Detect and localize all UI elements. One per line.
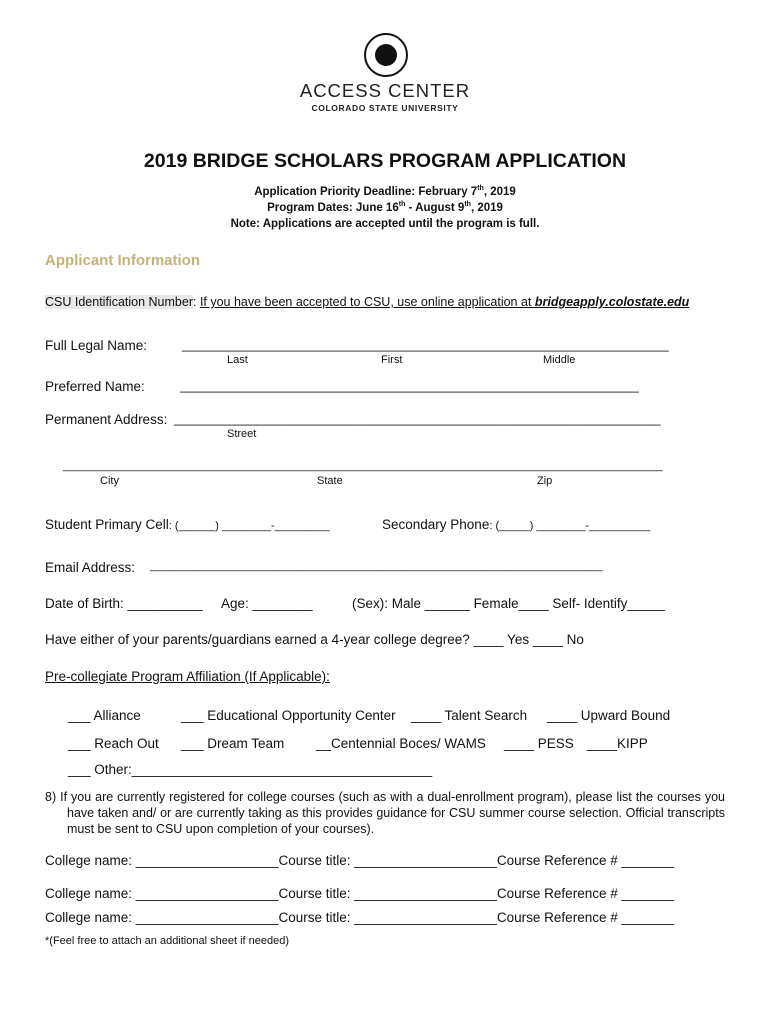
full-legal-name-label: Full Legal Name:: [45, 338, 148, 353]
option-centennial-boces[interactable]: __Centennial Boces/ WAMS: [316, 736, 486, 751]
course-row[interactable]: College name: ___________________Course title: ___________________Course Reference # _______: [45, 886, 675, 901]
zip-caption: Zip: [537, 475, 553, 487]
csu-id-label: CSU Identification Number: [45, 295, 193, 309]
street-caption: Street: [227, 428, 257, 440]
option-talent-search[interactable]: ____ Talent Search: [411, 708, 528, 723]
preferred-name-label: Preferred Name:: [45, 379, 145, 394]
csu-id-row: CSU Identification Number: If you have been accepted to CSU, use online application at bridgeapply.colostate.edu: [45, 295, 690, 309]
org-name: ACCESS CENTER: [299, 80, 471, 101]
street-field[interactable]: ______________________________________________________________________: [174, 412, 661, 426]
ram-logo-icon: [364, 33, 408, 77]
course-row[interactable]: College name: ___________________Course title: ___________________Course Reference # _______: [45, 910, 675, 925]
email-label: Email Address:: [45, 560, 136, 575]
program-dates-line: Program Dates: June 16th - August 9th, 2019: [267, 201, 503, 214]
option-pess[interactable]: ____ PESS: [504, 736, 574, 751]
page-title: 2019 BRIDGE SCHOLARS PROGRAM APPLICATION: [143, 150, 627, 172]
csu-id-instruction: If you have been accepted to CSU, use online application at: [199, 295, 535, 309]
university-name: COLORADO STATE UNIVERSITY: [311, 103, 459, 113]
full-legal-name-field[interactable]: ______________________________________________________________________: [182, 338, 669, 352]
city-caption: City: [100, 475, 119, 487]
city-state-zip-field[interactable]: __________________________________________________________________________________________________: [63, 460, 663, 472]
precollegiate-heading: Pre-collegiate Program Affiliation (If Applicable):: [45, 669, 330, 684]
first-caption: First: [381, 354, 403, 366]
deadline-line: Application Priority Deadline: February 7th, 2019: [254, 185, 516, 198]
option-alliance[interactable]: ___ Alliance: [68, 708, 141, 723]
option-upward-bound[interactable]: ____ Upward Bound: [547, 708, 671, 723]
option-educational-opportunity-center[interactable]: ___ Educational Opportunity Center: [181, 708, 396, 723]
option-other[interactable]: ___ Other:________________________________________: [68, 762, 433, 777]
middle-caption: Middle: [543, 354, 576, 366]
option-kipp[interactable]: ____KIPP: [587, 736, 648, 751]
question-8: 8) If you are currently registered for college courses (such as with a dual-enrollment program), please list the courses you have taken and/ or are currently taking as this provides guidance for CSU summer course selection. Official transcripts must be sent to CSU upon completion of your courses).: [45, 790, 725, 836]
parents-degree-question[interactable]: Have either of your parents/guardians earned a 4-year college degree? ____ Yes ____ No: [45, 632, 584, 647]
last-caption: Last: [227, 354, 248, 366]
age-field[interactable]: Age: ________: [221, 596, 313, 611]
bridgeapply-link[interactable]: bridgeapply.colostate.edu: [534, 295, 690, 309]
option-reach-out[interactable]: ___ Reach Out: [68, 736, 159, 751]
availability-note: Note: Applications are accepted until the program is full.: [230, 218, 540, 230]
date-of-birth-field[interactable]: Date of Birth: __________: [45, 596, 203, 611]
footnote: *(Feel free to attach an additional sheet if needed): [45, 935, 289, 947]
email-field[interactable]: __________________________________________________________________________: [150, 560, 603, 572]
option-dream-team[interactable]: ___ Dream Team: [181, 736, 285, 751]
section-heading: Applicant Information: [45, 252, 200, 269]
course-row[interactable]: College name: ___________________Course title: ___________________Course Reference # _______: [45, 853, 675, 868]
sex-options[interactable]: (Sex): Male ______ Female____ Self- Identify_____: [352, 596, 665, 611]
student-cell-row[interactable]: Student Primary Cell: (______) ________-_________: [45, 517, 330, 532]
permanent-address-label: Permanent Address:: [45, 412, 168, 427]
secondary-phone-row[interactable]: Secondary Phone: (_____) ________-__________: [382, 517, 651, 532]
preferred-name-field[interactable]: __________________________________________________________________: [180, 379, 639, 393]
state-caption: State: [317, 475, 343, 487]
